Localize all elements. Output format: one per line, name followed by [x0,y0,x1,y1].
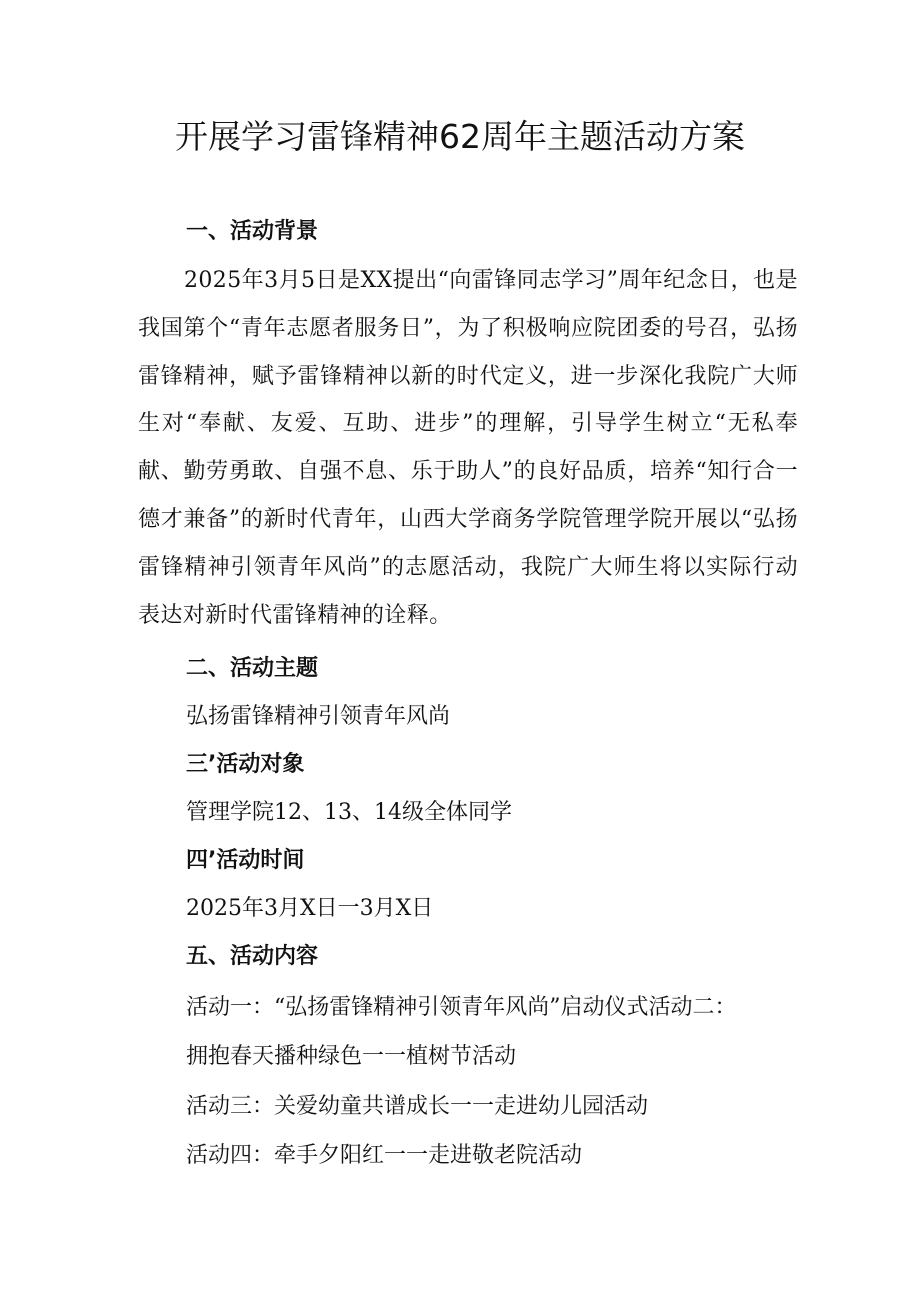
activity-line-1: 活动一：“弘扬雷锋精神引领青年风尚”启动仪式活动二： [186,995,737,1020]
activity-line-4: 活动四：牵手夕阳红一一走进敬老院活动 [186,1143,583,1168]
target-content: 管理学院12、13、14级全体同学 [186,800,512,825]
activity-line-3: 活动三：关爱幼童共谱成长一一走进幼儿园活动 [186,1094,649,1119]
activity-line-2: 拥抱春天播种绿色一一植树节活动 [186,1044,517,1069]
theme-content: 弘扬雷锋精神引领青年风尚 [186,704,451,729]
document-title: 开展学习雷锋精神62周年主题活动方案 [175,117,745,156]
background-paragraph: 2025年3月5日是XX提出“向雷锋同志学习”周年纪念日，也是我国第个“青年志愿者服务日”，为了积极响应院团委的号召，弘扬雷锋精神，赋予雷锋精神以新的时代定义，进一步深化我院广大师生对“奉献、友爱、互助、进步”的理解，引导学生树立“无私奉献、勤劳勇敢、自强不息、乐于助人”的良好品质，培养“知行合一德才兼备”的新时代青年，山西大学商务学院管理学院开展以“弘扬雷锋精神引领青年风尚”的志愿活动，我院广大师生将以实际行动表达对新时代雷锋精神的诠释。 [138,268,798,628]
section-heading-background: 一、活动背景 [186,219,319,244]
section-heading-theme: 二、活动主题 [186,656,319,681]
section-heading-content: 五、活动内容 [186,944,319,969]
section-heading-time: 四’活动时间 [186,848,305,873]
section-heading-target: 三’活动对象 [186,752,305,777]
time-content: 2025年3月X日一3月X日 [186,896,434,921]
